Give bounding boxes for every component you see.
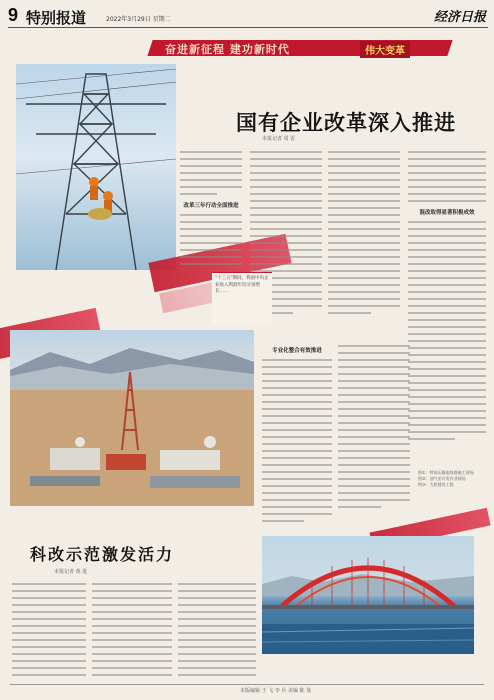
photo-power-tower xyxy=(16,64,176,270)
pull-quote xyxy=(212,272,272,324)
article-column xyxy=(408,146,486,466)
article-column xyxy=(180,146,242,266)
article-subhead: 改革三年行动全面推进 xyxy=(183,203,239,209)
article-column xyxy=(92,578,172,678)
article-column xyxy=(178,578,256,678)
article-column xyxy=(338,340,410,530)
banner-tag: 伟大变革 xyxy=(360,41,410,58)
masthead-logo: 经济日报 xyxy=(433,10,486,25)
photo-captions xyxy=(418,470,482,534)
article-column xyxy=(328,146,400,336)
photo-oil-field xyxy=(10,330,254,506)
article-subhead: 混改取得显著积极成效 xyxy=(419,210,475,216)
issue-date: 2022年3月29日 星期二 xyxy=(106,16,171,23)
photo-bridge xyxy=(262,536,474,654)
pull-quote-text: "十三五"期间，我国中央企业收入利润年均分别增长…… xyxy=(215,276,269,294)
editor-credit: 本版编辑 王 飞 李 兵 美编 陈 曼 xyxy=(240,688,312,694)
section-title: 特别报道 xyxy=(26,9,87,27)
sub-headline: 科改示范激发活力 xyxy=(30,545,175,564)
caption-3: 图③：大桥建设工程 xyxy=(418,482,454,487)
caption-1: 图①：特高压输电线路施工现场 xyxy=(418,470,474,475)
caption-2: 图②：油气田开发作业现场 xyxy=(418,476,466,481)
article-column xyxy=(262,340,332,530)
page-number: 9 xyxy=(8,5,19,25)
page-footer xyxy=(10,684,484,694)
article-subhead: 专业化整合有效推进 xyxy=(272,348,322,354)
main-headline: 国有企业改革深入推进 xyxy=(236,110,456,135)
banner-slogan: 奋进新征程 建功新时代 xyxy=(165,43,290,56)
article-column xyxy=(12,578,86,678)
sub-byline: 本报记者 黄 进 xyxy=(54,569,88,575)
main-byline: 本报记者 周 雷 xyxy=(262,136,296,142)
page-header xyxy=(8,6,488,28)
theme-banner xyxy=(0,36,494,62)
